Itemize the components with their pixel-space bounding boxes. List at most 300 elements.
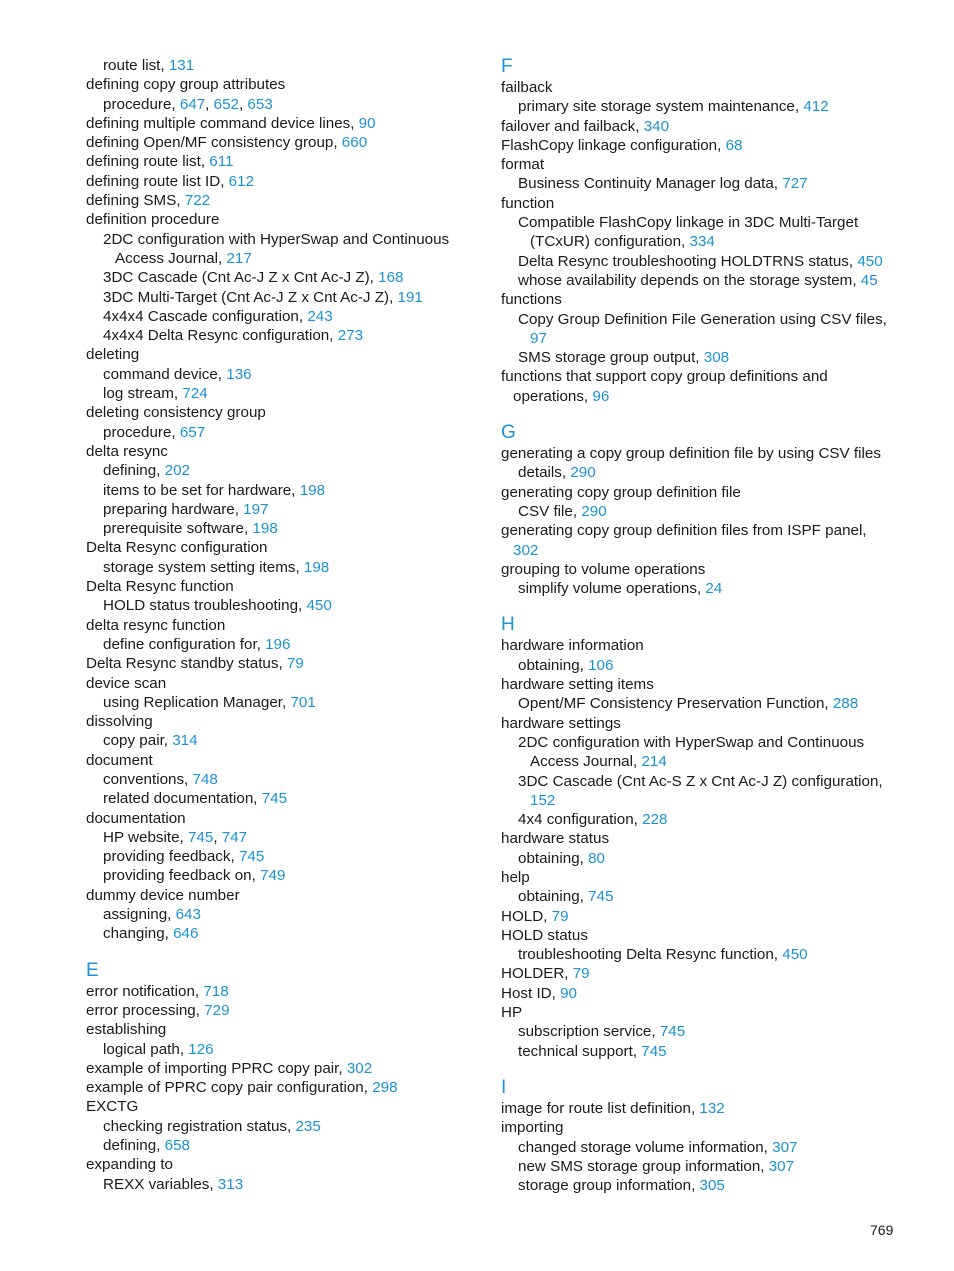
index-term: primary site storage system maintenance,	[518, 98, 804, 116]
index-entry	[86, 500, 486, 519]
index-term: hardware setting items	[501, 676, 654, 694]
index-entry	[86, 924, 486, 943]
index-entry	[86, 731, 486, 750]
index-term: new SMS storage group information,	[518, 1157, 769, 1175]
index-term: logical path,	[103, 1040, 189, 1058]
index-term: 3DC Cascade (Cnt Ac-S Z x Cnt Ac-J Z) configuration,	[518, 772, 883, 790]
index-entry	[86, 326, 486, 345]
index-column-right	[501, 56, 921, 1195]
index-entry	[86, 133, 486, 152]
page-link[interactable]: 90	[358, 114, 376, 132]
page-link[interactable]: 243	[307, 307, 333, 325]
index-entry	[86, 847, 486, 866]
index-entry	[86, 423, 486, 442]
index-entry	[86, 210, 486, 229]
index-term: deleting consistency group	[86, 404, 266, 422]
index-entry	[501, 329, 921, 348]
index-term: delta resync function	[86, 616, 226, 634]
index-term: dummy device number	[86, 886, 240, 904]
index-term: failback	[501, 79, 553, 96]
index-entry	[86, 230, 486, 249]
index-entry	[86, 1097, 486, 1116]
index-term: Access Journal,	[530, 753, 642, 771]
index-entry	[501, 136, 921, 155]
index-entry	[501, 675, 921, 694]
index-term: generating copy group definition file	[501, 483, 741, 501]
index-entry	[501, 560, 921, 579]
index-term: Delta Resync configuration	[86, 539, 268, 557]
index-entry	[86, 1059, 486, 1078]
index-entry	[501, 387, 921, 406]
index-term: CSV file,	[518, 502, 582, 520]
index-entry	[501, 1138, 921, 1157]
index-entry	[501, 502, 921, 521]
index-entry	[86, 1001, 486, 1020]
index-term: troubleshooting Delta Resync function,	[518, 946, 783, 964]
index-entry	[86, 1175, 486, 1194]
index-entry	[501, 1118, 921, 1137]
page-link[interactable]: 340	[643, 117, 670, 135]
index-term: device scan	[86, 674, 167, 692]
index-term: format	[501, 156, 545, 174]
index-term: delta resync	[86, 442, 168, 460]
index-term: functions that support copy group definitions and	[501, 368, 828, 386]
page-separator: ,	[238, 95, 248, 113]
page-link[interactable]: 745	[261, 790, 288, 808]
index-entry	[501, 752, 921, 771]
index-term: defining,	[103, 1137, 165, 1155]
index-entry	[501, 155, 921, 174]
page-link[interactable]: 722	[184, 192, 211, 210]
page-link[interactable]: 643	[175, 906, 201, 924]
index-entry	[86, 828, 486, 847]
index-entry	[501, 444, 921, 463]
index-entry	[86, 191, 486, 210]
index-term: changed storage volume information,	[518, 1138, 773, 1156]
index-term: hardware settings	[501, 714, 621, 732]
index-entry	[501, 829, 921, 848]
index-term: 4x4x4 Cascade configuration,	[103, 307, 308, 325]
index-term: hardware information	[501, 637, 644, 655]
page-separator: ,	[205, 95, 214, 113]
index-entry	[501, 194, 921, 213]
index-entry	[501, 945, 921, 964]
index-term: Host ID,	[501, 984, 561, 1002]
page-link[interactable]: 97	[530, 329, 547, 347]
index-entry	[501, 791, 921, 810]
index-entry	[86, 307, 486, 326]
index-term: generating copy group definition files from ISPF panel,	[501, 522, 867, 540]
index-term: storage group information,	[518, 1177, 700, 1195]
page-link[interactable]: 288	[832, 695, 859, 713]
index-entry	[86, 442, 486, 461]
index-entry	[86, 693, 486, 712]
index-entry	[501, 117, 921, 136]
page-link[interactable]: 79	[572, 965, 590, 983]
index-entry	[86, 1155, 486, 1174]
page-link[interactable]: 729	[204, 1001, 230, 1019]
page-link[interactable]: 228	[642, 811, 668, 829]
page-link[interactable]: 745	[588, 888, 614, 906]
index-entry	[86, 519, 486, 538]
index-entry	[86, 403, 486, 422]
index-term: 3DC Multi-Target (Cnt Ac-J Z x Cnt Ac-J Z),	[103, 288, 398, 306]
index-entry	[86, 384, 486, 403]
index-term: define configuration for,	[103, 635, 266, 653]
page-link[interactable]: 745	[641, 1042, 667, 1060]
index-column-left	[86, 56, 486, 1194]
index-term: Delta Resync standby status,	[86, 655, 287, 673]
page-link[interactable]: 747	[221, 828, 248, 846]
index-entry	[501, 810, 921, 829]
index-term: 4x4 configuration,	[518, 811, 643, 829]
index-term: deleting	[86, 346, 140, 364]
index-term: obtaining,	[518, 656, 589, 674]
index-term: Delta Resync function	[86, 578, 234, 596]
index-entry	[501, 964, 921, 983]
index-entry	[501, 367, 921, 386]
page-link[interactable]: 745	[659, 1023, 686, 1041]
page-link[interactable]: 191	[397, 288, 423, 306]
index-entry	[86, 365, 486, 384]
index-term: 3DC Cascade (Cnt Ac-J Z x Cnt Ac-J Z),	[103, 269, 379, 287]
index-term: procedure,	[103, 423, 180, 441]
page-link[interactable]: 612	[228, 172, 255, 190]
index-term: procedure,	[103, 95, 180, 113]
page-link[interactable]: 202	[164, 462, 190, 480]
section-letter: E	[86, 959, 99, 981]
index-entry	[501, 694, 921, 713]
page-link[interactable]: 197	[243, 500, 269, 518]
page-link[interactable]: 196	[265, 635, 291, 653]
index-term: Compatible FlashCopy linkage in 3DC Multi-Target	[518, 214, 859, 232]
page-link[interactable]: 313	[217, 1175, 244, 1193]
index-term: whose availability depends on the storage system,	[518, 271, 861, 289]
index-term: documentation	[86, 809, 186, 827]
index-term: technical support,	[518, 1042, 642, 1060]
index-entry	[86, 751, 486, 770]
page-separator: ,	[213, 828, 222, 846]
index-entry	[501, 887, 921, 906]
index-entry	[501, 1176, 921, 1195]
index-entry	[501, 1022, 921, 1041]
index-term: Opent/MF Consistency Preservation Function,	[518, 695, 833, 713]
page-link[interactable]: 718	[203, 982, 229, 1000]
page-link[interactable]: 745	[238, 848, 265, 866]
index-term: obtaining,	[518, 849, 589, 867]
index-entry	[86, 461, 486, 480]
index-entry	[86, 268, 486, 287]
index-entry	[86, 1136, 486, 1155]
index-entry	[86, 886, 486, 905]
index-entry	[501, 348, 921, 367]
index-term: help	[501, 868, 530, 886]
index-term: providing feedback on,	[103, 867, 261, 885]
index-term: generating a copy group definition file by using CSV files	[501, 445, 881, 463]
index-entry	[501, 97, 921, 116]
page-link[interactable]: 45	[860, 271, 878, 289]
index-term: Access Journal,	[115, 249, 227, 267]
page-link[interactable]: 658	[164, 1137, 190, 1155]
index-term: Business Continuity Manager log data,	[518, 175, 783, 193]
index-term: dissolving	[86, 713, 153, 731]
index-term: HP	[501, 1004, 523, 1022]
index-entry	[86, 481, 486, 500]
index-entry	[501, 463, 921, 482]
page-link[interactable]: 749	[260, 867, 286, 885]
index-entry	[86, 345, 486, 364]
index-entry	[501, 926, 921, 945]
index-term: preparing hardware,	[103, 500, 244, 518]
index-term: importing	[501, 1119, 564, 1137]
page-link[interactable]: 235	[295, 1117, 321, 1135]
page-link[interactable]: 126	[188, 1040, 214, 1058]
index-entry	[86, 114, 486, 133]
page-link[interactable]: 298	[372, 1079, 398, 1097]
page-link[interactable]: 198	[303, 558, 330, 576]
index-entry	[501, 849, 921, 868]
index-term: simplify volume operations,	[518, 580, 706, 598]
index-term: 2DC configuration with HyperSwap and Continuous	[518, 733, 865, 751]
page-link[interactable]: 653	[247, 95, 273, 113]
index-term: defining Open/MF consistency group,	[86, 134, 342, 152]
index-term: defining,	[103, 462, 165, 480]
index-term: image for route list definition,	[501, 1099, 700, 1117]
page-link[interactable]: 131	[168, 57, 195, 74]
page-link[interactable]: 701	[290, 693, 316, 711]
index-term: defining copy group attributes	[86, 76, 286, 94]
index-entry	[501, 714, 921, 733]
index-entry	[501, 772, 921, 791]
index-term: FlashCopy linkage configuration,	[501, 136, 726, 154]
index-term: expanding to	[86, 1156, 173, 1174]
index-term: REXX variables,	[103, 1175, 218, 1193]
index-entry	[501, 213, 921, 232]
page-link[interactable]: 217	[226, 249, 252, 267]
index-entry	[501, 271, 921, 290]
page-link[interactable]: 132	[699, 1099, 725, 1117]
page-link[interactable]: 314	[172, 732, 198, 750]
page-link[interactable]: 307	[772, 1138, 798, 1156]
index-term: storage system setting items,	[103, 558, 304, 576]
page-link[interactable]: 450	[306, 597, 332, 615]
index-entry	[501, 1003, 921, 1022]
index-term: establishing	[86, 1021, 167, 1039]
index-entry	[501, 290, 921, 309]
page-link[interactable]: 214	[641, 753, 667, 771]
page-link[interactable]: 748	[192, 770, 218, 788]
page-link[interactable]: 305	[699, 1177, 725, 1195]
page-link[interactable]: 308	[703, 349, 730, 367]
index-entry	[501, 310, 921, 329]
index-entry	[86, 249, 486, 268]
index-entry	[501, 1157, 921, 1176]
index-term: function	[501, 194, 555, 212]
index-entry	[86, 982, 486, 1001]
index-term: related documentation,	[103, 790, 262, 808]
index-term: HOLD status troubleshooting,	[103, 597, 307, 615]
index-term: functions	[501, 291, 562, 309]
index-term: defining SMS,	[86, 192, 185, 210]
index-term: route list,	[103, 57, 169, 74]
page-link[interactable]: 198	[252, 520, 278, 538]
section-letter: H	[501, 614, 515, 636]
index-entry	[501, 984, 921, 1003]
page-link[interactable]: 273	[337, 327, 364, 345]
page-link[interactable]: 90	[560, 984, 577, 1002]
page-link[interactable]: 334	[689, 233, 715, 251]
page-link[interactable]: 660	[341, 134, 368, 152]
index-term: 2DC configuration with HyperSwap and Continuous	[103, 230, 450, 248]
index-term: items to be set for hardware,	[103, 481, 300, 499]
index-entry	[86, 635, 486, 654]
page-link[interactable]: 724	[182, 385, 208, 403]
index-entry	[86, 1078, 486, 1097]
index-term: failover and failback,	[501, 117, 644, 135]
page-link[interactable]: 168	[378, 269, 404, 287]
index-term: prerequisite software,	[103, 520, 253, 538]
page-link[interactable]: 290	[581, 502, 607, 520]
index-entry	[501, 252, 921, 271]
index-term: Copy Group Definition File Generation using CSV files,	[518, 310, 887, 328]
page-link[interactable]: 727	[782, 175, 808, 193]
index-term: using Replication Manager,	[103, 693, 291, 711]
index-term: copy pair,	[103, 732, 173, 750]
index-entry	[86, 712, 486, 731]
index-entry	[86, 56, 486, 75]
index-entry	[86, 95, 486, 114]
page-number: 769	[870, 1222, 894, 1238]
page-link[interactable]: 646	[173, 925, 199, 943]
index-term: hardware status	[501, 830, 610, 848]
page-link[interactable]: 152	[530, 791, 556, 809]
page-link[interactable]: 136	[226, 365, 252, 383]
page-link[interactable]: 290	[570, 464, 596, 482]
page-link[interactable]: 80	[588, 849, 605, 867]
page-link[interactable]: 647	[179, 95, 206, 113]
index-term: defining multiple command device lines,	[86, 114, 359, 132]
index-term: HP website,	[103, 828, 188, 846]
index-term: details,	[518, 464, 571, 482]
index-entry	[501, 1042, 921, 1061]
index-entry	[86, 789, 486, 808]
index-term: 4x4x4 Delta Resync configuration,	[103, 327, 338, 345]
page-link[interactable]: 79	[551, 907, 569, 925]
page-link[interactable]: 198	[299, 481, 326, 499]
index-entry	[501, 174, 921, 193]
index-entry	[501, 907, 921, 926]
section-letter: F	[501, 56, 513, 77]
index-term: document	[86, 751, 153, 769]
page-link[interactable]: 657	[179, 423, 206, 441]
index-term: HOLD status	[501, 926, 588, 944]
page-link[interactable]: 68	[725, 136, 743, 154]
index-term: example of importing PPRC copy pair,	[86, 1059, 347, 1077]
index-entry	[86, 1020, 486, 1039]
index-entry	[86, 654, 486, 673]
index-term: obtaining,	[518, 888, 589, 906]
index-term: error processing,	[86, 1001, 205, 1019]
index-term: subscription service,	[518, 1023, 660, 1041]
page-link[interactable]: 106	[588, 656, 614, 674]
index-term: example of PPRC copy pair configuration,	[86, 1079, 373, 1097]
index-term: defining route list ID,	[86, 172, 229, 190]
index-entry	[501, 78, 921, 97]
index-entry	[86, 674, 486, 693]
index-entry	[86, 75, 486, 94]
index-entry	[86, 770, 486, 789]
index-term: conventions,	[103, 770, 193, 788]
index-entry	[86, 288, 486, 307]
page-link[interactable]: 79	[286, 655, 304, 673]
index-entry	[86, 558, 486, 577]
index-entry	[501, 1099, 921, 1118]
index-term: (TCxUR) configuration,	[530, 233, 690, 251]
index-term: grouping to volume operations	[501, 560, 706, 578]
index-term: EXCTG	[86, 1098, 139, 1116]
page-link[interactable]: 745	[187, 828, 214, 846]
index-entry	[86, 905, 486, 924]
index-term: definition procedure	[86, 211, 220, 229]
index-entry	[86, 172, 486, 191]
index-term: Delta Resync troubleshooting HOLDTRNS status,	[518, 252, 858, 270]
index-term: assigning,	[103, 906, 176, 924]
index-entry	[501, 232, 921, 251]
index-entry	[86, 1117, 486, 1136]
index-entry	[501, 868, 921, 887]
index-entry	[501, 521, 921, 540]
index-term: defining route list,	[86, 153, 210, 171]
index-entry	[86, 809, 486, 828]
page-link[interactable]: 96	[592, 387, 610, 405]
index-term: providing feedback,	[103, 848, 239, 866]
index-term: operations,	[513, 387, 593, 405]
page-link[interactable]: 302	[513, 541, 539, 559]
index-entry	[86, 577, 486, 596]
index-term: command device,	[103, 365, 227, 383]
page-link[interactable]: 412	[803, 98, 829, 116]
index-term: HOLDER,	[501, 965, 573, 983]
index-entry	[86, 596, 486, 615]
index-entry	[86, 152, 486, 171]
index-entry	[501, 636, 921, 655]
page-link[interactable]: 24	[705, 580, 723, 598]
section-letter: G	[501, 422, 516, 444]
page-link[interactable]: 652	[213, 95, 239, 113]
section-letter: I	[501, 1076, 507, 1098]
page-link[interactable]: 450	[857, 252, 883, 270]
index-entry	[501, 483, 921, 502]
index-entry	[501, 579, 921, 598]
index-entry	[86, 866, 486, 885]
index-term: checking registration status,	[103, 1117, 296, 1135]
index-term: changing,	[103, 925, 174, 943]
index-term: log stream,	[103, 385, 183, 403]
index-entry	[86, 538, 486, 557]
index-term: error notification,	[86, 982, 204, 1000]
index-term: HOLD,	[501, 907, 552, 925]
index-entry	[86, 616, 486, 635]
index-entry	[86, 1040, 486, 1059]
index-entry	[501, 541, 921, 560]
page-link[interactable]: 450	[782, 946, 808, 964]
index-entry	[501, 733, 921, 752]
page-link[interactable]: 307	[768, 1157, 795, 1175]
index-term: SMS storage group output,	[518, 349, 704, 367]
page-link[interactable]: 611	[209, 153, 234, 171]
page-link[interactable]: 302	[346, 1059, 373, 1077]
index-entry	[501, 656, 921, 675]
